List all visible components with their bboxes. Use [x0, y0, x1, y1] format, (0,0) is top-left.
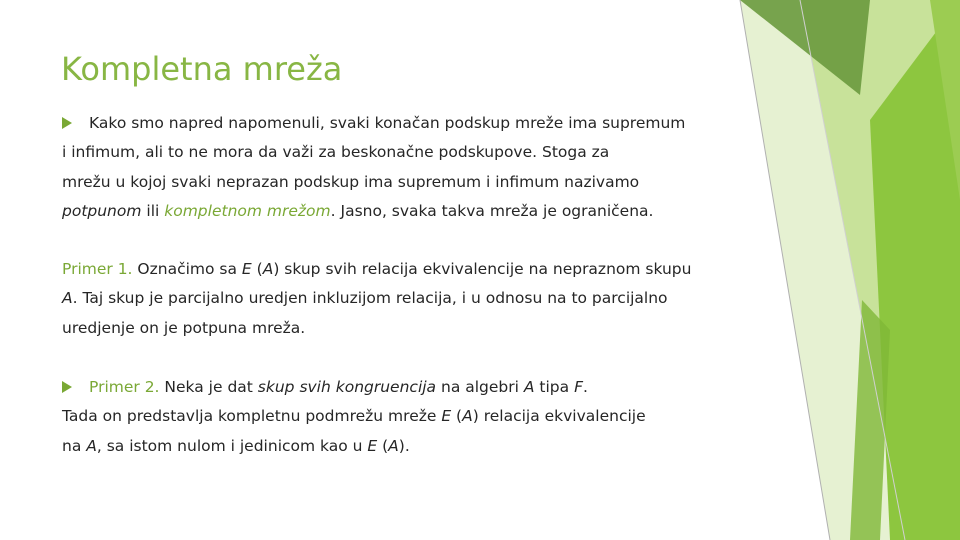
- block3-line3: [62, 436, 410, 456]
- block1-line4-tail: . Jasno, svaka takva mreža je ograničena.: [330, 202, 654, 220]
- block1-line3: [62, 172, 639, 192]
- term-skup-svih-kongruencija: skup svih kongruencija: [257, 378, 437, 396]
- primer1-label: Primer 1.: [62, 260, 133, 278]
- text-segment: na algebri: [436, 378, 524, 396]
- term-potpunom: potpunom: [62, 202, 142, 220]
- block1-line1-text: Kako smo napred napomenuli, svaki konačan podskup mreže ima supremum: [89, 114, 686, 132]
- block2-line3: [62, 318, 305, 338]
- text-segment: Tada on predstavlja kompletnu podmrežu mreže: [62, 407, 442, 425]
- text-segment: tipa: [534, 378, 575, 396]
- text-segment: Označimo sa: [132, 260, 242, 278]
- block1-line3-text: mrežu u kojoj svaki neprazan podskup ima supremum i infimum nazivamo: [62, 173, 640, 191]
- block1-line2: [62, 142, 609, 162]
- text-ili: ili: [141, 202, 165, 220]
- symbol-E: E: [367, 437, 378, 455]
- text-segment: , sa istom nulom i jedinicom kao u: [96, 437, 368, 455]
- symbol-F: F: [574, 378, 583, 396]
- text-segment: . Taj skup je parcijalno uredjen inkluzijom relacija, i u odnosu na to parcijalno: [72, 289, 668, 307]
- block3-line1: [89, 377, 588, 397]
- triangle-bullet-icon: [62, 381, 72, 393]
- text-segment: ).: [398, 437, 410, 455]
- text-segment: (: [451, 407, 463, 425]
- symbol-A: A: [462, 407, 473, 425]
- symbol-E: E: [441, 407, 452, 425]
- block1-line1: [89, 113, 685, 133]
- text-segment: .: [582, 378, 588, 396]
- slide-title: Kompletna mreža: [61, 50, 343, 88]
- symbol-A: A: [523, 378, 535, 396]
- text-segment: (: [251, 260, 263, 278]
- block1-line2-text: i infimum, ali to ne mora da važi za beskonačne podskupove. Stoga za: [62, 143, 610, 161]
- symbol-A: A: [62, 289, 73, 307]
- primer2-label: Primer 2.: [89, 378, 160, 396]
- symbol-A: A: [86, 437, 97, 455]
- symbol-E: E: [241, 260, 252, 278]
- triangle-bullet-icon: [62, 117, 72, 129]
- block1-line4: [62, 201, 653, 221]
- block2-line2: [62, 288, 668, 308]
- text-segment: (: [377, 437, 389, 455]
- text-segment: ) relacija ekvivalencije: [472, 407, 646, 425]
- text-segment: na: [62, 437, 87, 455]
- symbol-A: A: [388, 437, 399, 455]
- block2-line1: [62, 259, 691, 279]
- text-segment: Neka je dat: [159, 378, 258, 396]
- symbol-A: A: [262, 260, 274, 278]
- term-kompletnom-mrezom: kompletnom mrežom: [164, 202, 331, 220]
- block3-line2: [62, 406, 646, 426]
- text-segment: uredjenje on je potpuna mreža.: [62, 319, 306, 337]
- text-segment: ) skup svih relacija ekvivalencije na nepraznom skupu: [273, 260, 692, 278]
